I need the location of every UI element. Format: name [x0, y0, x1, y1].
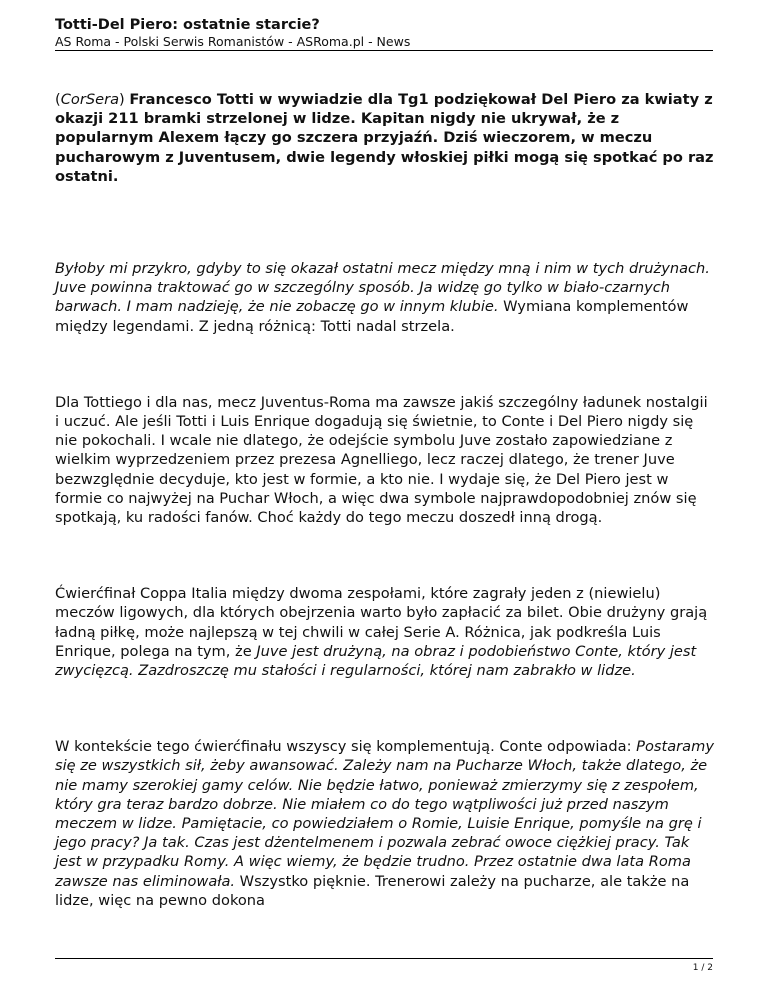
source-open: (: [55, 91, 61, 108]
lead-text: Francesco Totti w wywiadzie dla Tg1 podziękował Del Piero za kwiaty z okazji 211 bramki strzelonej w lidze. Kapitan nigdy nie ukrywał, że z popularnym Alexem łączy go szczera przyjaźń. Dziś wieczorem, w meczu pucharowym z Juventusem, dwie legendy włoskiej piłki mogą się spotkać po raz ostatni.: [55, 91, 714, 185]
footer-divider: [55, 958, 713, 959]
paragraph-4: [55, 584, 715, 680]
paragraph-5: [55, 737, 715, 910]
paragraph-3: Dla Tottiego i dla nas, mecz Juventus-Roma ma zawsze jakiś szczególny ładunek nostalgii i uczuć. Ale jeśli Totti i Luis Enrique dogadują się świetnie, to Conte i Del Piero nigdy się nie pokochali. I wcale nie dlatego, że odejście symbolu Juve zostało zapowiedziane z wielkim wyprzedzeniem przez prezesa Agnelliego, lecz raczej dlatego, że trener Juve bezwzględnie decyduje, kto jest w formie, a kto nie. I wydaje się, że Del Piero jest w formie co najwyżej na Puchar Włoch, a więc dwa symbole najprawdopodobniej znów się spotkają, ku radości fanów. Choć każdy do tego meczu doszedł inną drogą.: [55, 393, 708, 527]
article-body: [55, 90, 715, 910]
site-subtitle: AS Roma - Polski Serwis Romanistów - ASRoma.pl - News: [55, 34, 411, 49]
lead-paragraph: [55, 90, 715, 186]
article-title: Totti-Del Piero: ostatnie starcie?: [55, 17, 320, 33]
paragraph-2-text: Wymiana komplementów między legendami. Z jedną różnicą: Totti nadal strzela.: [55, 298, 689, 335]
paragraph-2: [55, 259, 715, 336]
enrique-quote: Juve jest drużyną, na obraz i podobieństwo Conte, który jest zwycięzcą. Zazdroszczę mu stałości i regularności, której nam zabrakło w lidze.: [55, 642, 697, 680]
document-header: [55, 16, 713, 49]
page-number: 1 / 2: [692, 963, 713, 973]
totti-quote: Byłoby mi przykro, gdyby to się okazał ostatni mecz między mną i nim w tych drużynach. Juve powinna traktować go w szczególny sposób. Ja widzę go tylko w biało-czarnych barwach. I mam nadzieję, że nie zobaczę go w innym klubie.: [55, 260, 710, 316]
paragraph-5-text: W kontekście tego ćwierćfinału wszyscy się komplementują. Conte odpowiada:: [55, 738, 637, 756]
conte-quote: Postaramy się ze wszystkich sił, żeby awansować. Zależy nam na Pucharze Włoch, także dlatego, że nie mamy szerokiej gamy celów. Nie będzie łatwo, ponieważ zmierzymy się z zespołem, który gra teraz bardzo dobrze. Nie miałem co do tego wątpliwości już przed naszym meczem w lidze. Pamiętacie, co powiedziałem o Romie, Luisie Enrique, pomyśle na grę i jego pracy? Ja tak. Czas jest dżentelmenem i pozwala zebrać owoce ciężkiej pracy. Tak jest w przypadku Romy. A więc wiemy, że będzie trudno. Przez ostatnie dwa lata Roma zawsze nas eliminowała.: [55, 738, 714, 890]
source-close: ): [119, 91, 130, 108]
source-name: CorSera: [60, 91, 120, 108]
paragraph-5-text-2: Wszystko pięknie. Trenerowi zależy na pucharze, ale także na lidze, więc na pewno dokona: [55, 872, 690, 909]
header-divider: [55, 50, 713, 51]
paragraph-4-text: Ćwierćfinał Coppa Italia między dwoma zespołami, które zagrały jeden z (niewielu) meczów ligowych, dla których obejrzenia warto było zapłacić za bilet. Obie drużyny grają ładną piłkę, może najlepszą w tej chwili w całej Serie A. Różnica, jak podkreśla Luis Enrique, polega na tym, że: [55, 585, 708, 660]
